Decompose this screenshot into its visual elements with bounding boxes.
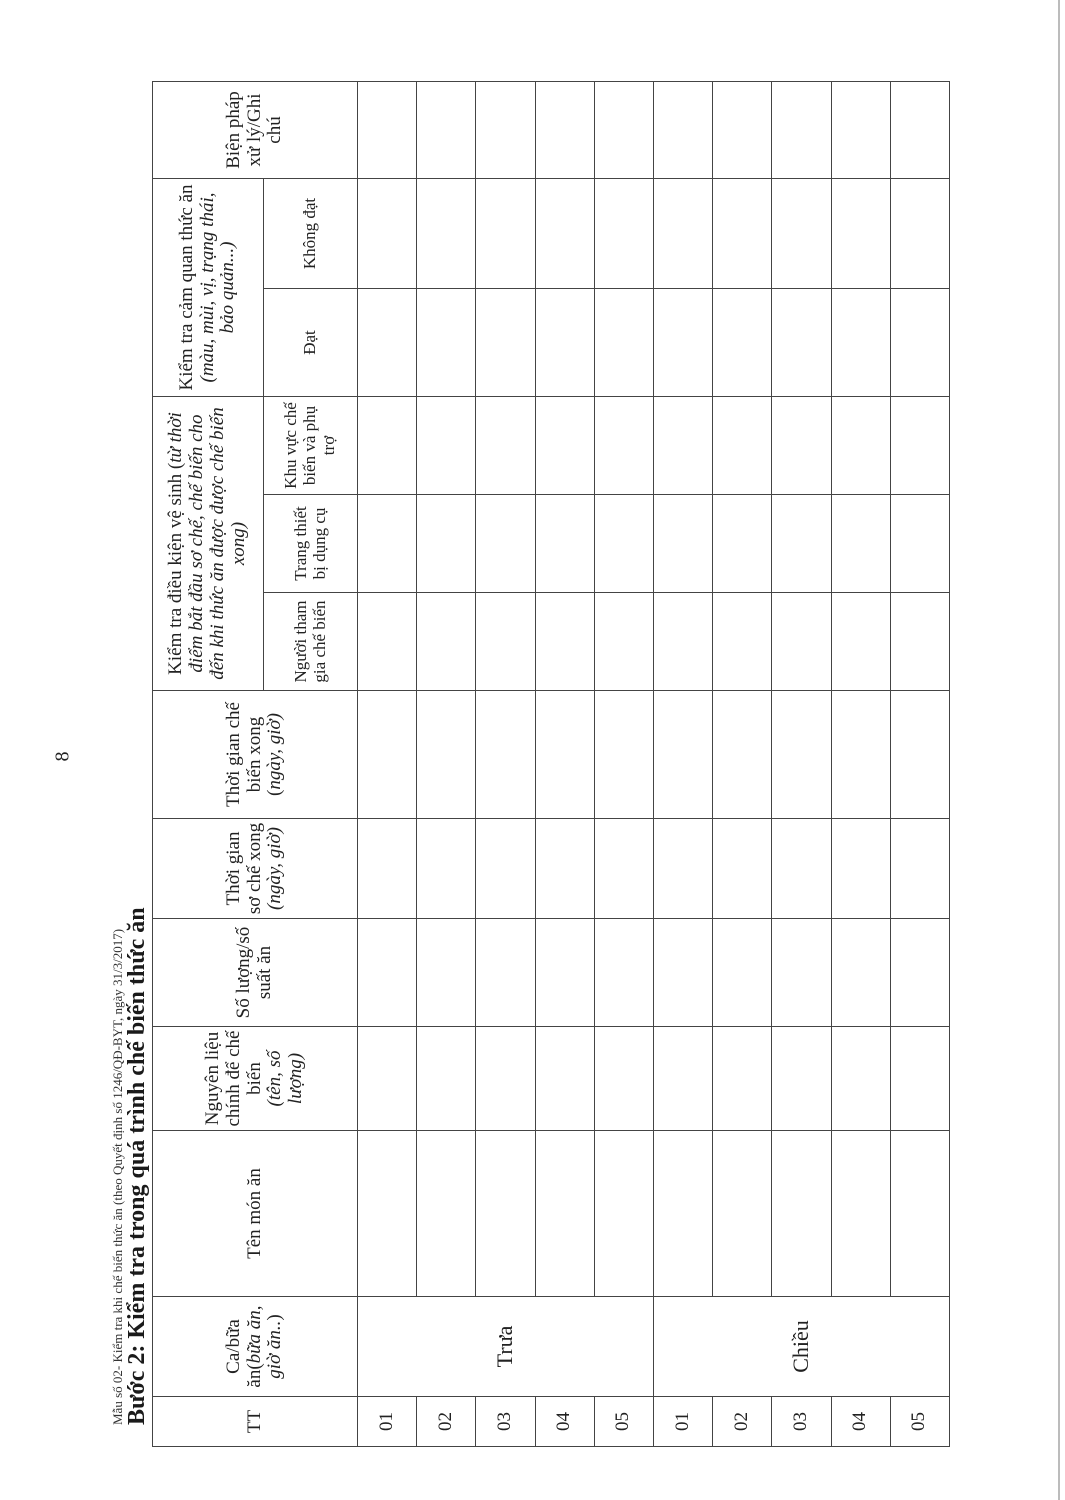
cell[interactable] (890, 289, 949, 397)
cell[interactable] (535, 919, 594, 1027)
cell[interactable] (772, 819, 831, 919)
cell[interactable] (713, 1027, 772, 1131)
header-meal: Ca/bữa ăn(bữa ăn, giờ ăn..) (153, 1297, 358, 1397)
row-tt: 02 (713, 1397, 772, 1447)
cell[interactable] (890, 495, 949, 593)
meal-group-lunch: Trưa (358, 1297, 654, 1397)
cell[interactable] (653, 81, 712, 178)
header-dish: Tên món ăn (153, 1131, 358, 1297)
cell[interactable] (594, 81, 653, 178)
cell[interactable] (772, 919, 831, 1027)
row-tt: 05 (594, 1397, 653, 1447)
cell[interactable] (417, 178, 476, 288)
cell[interactable] (358, 1131, 417, 1297)
row-tt: 03 (476, 1397, 535, 1447)
cell[interactable] (358, 1027, 417, 1131)
header-quantity: Số lượng/số suất ăn (153, 919, 358, 1027)
cell[interactable] (713, 495, 772, 593)
cell[interactable] (594, 178, 653, 288)
cell[interactable] (772, 1131, 831, 1297)
meal-group-afternoon: Chiều (653, 1297, 949, 1397)
cell[interactable] (417, 691, 476, 819)
cell[interactable] (535, 1131, 594, 1297)
cell[interactable] (476, 691, 535, 819)
cell[interactable] (713, 81, 772, 178)
cell[interactable] (476, 919, 535, 1027)
cell[interactable] (358, 81, 417, 178)
cell[interactable] (476, 397, 535, 495)
header-sensory-fail: Không đạt (264, 178, 358, 288)
cell[interactable] (358, 178, 417, 288)
cell[interactable] (653, 919, 712, 1027)
cell[interactable] (831, 1131, 890, 1297)
header-ingredients: Nguyên liệu chính để chế biến (tên, số lượng) (153, 1027, 358, 1131)
cell[interactable] (358, 289, 417, 397)
cell[interactable] (713, 397, 772, 495)
cell[interactable] (831, 495, 890, 593)
cell[interactable] (535, 593, 594, 691)
cell[interactable] (831, 178, 890, 288)
row-tt: 04 (535, 1397, 594, 1447)
header-tt: TT (153, 1397, 358, 1447)
cell[interactable] (358, 691, 417, 819)
cell[interactable] (831, 81, 890, 178)
header-prep-time: Thời gian sơ chế xong (ngày, giờ) (153, 819, 358, 919)
page-title: Bước 2: Kiểm tra trong quá trình chế biến thức ăn (124, 907, 150, 1425)
row-tt: 03 (772, 1397, 831, 1447)
cell[interactable] (417, 1131, 476, 1297)
cell[interactable] (594, 593, 653, 691)
cell[interactable] (772, 495, 831, 593)
cell[interactable] (831, 819, 890, 919)
cell[interactable] (417, 289, 476, 397)
form-caption: Mẫu số 02- Kiểm tra khi chế biến thức ăn (theo Quyết định số 1246/QĐ-BYT, ngày 31/3/2017) (110, 928, 125, 1425)
cell[interactable] (772, 81, 831, 178)
cell[interactable] (594, 397, 653, 495)
cell[interactable] (653, 397, 712, 495)
cell[interactable] (476, 593, 535, 691)
cell[interactable] (594, 289, 653, 397)
cell[interactable] (772, 178, 831, 288)
cell[interactable] (476, 178, 535, 288)
cell[interactable] (417, 1027, 476, 1131)
cell[interactable] (831, 593, 890, 691)
cell[interactable] (653, 819, 712, 919)
cell[interactable] (890, 593, 949, 691)
header-hygiene: Kiểm tra điều kiện vệ sinh (từ thời điểm bắt đầu sơ chế, chế biến cho đến khi thức ăn được được chế biến xong) (153, 397, 264, 691)
cell[interactable] (417, 81, 476, 178)
cell[interactable] (653, 691, 712, 819)
cell[interactable] (890, 178, 949, 288)
header-hygiene-equipment: Trang thiết bị dụng cụ (264, 495, 358, 593)
cell[interactable] (594, 691, 653, 819)
cell[interactable] (772, 289, 831, 397)
header-hygiene-people: Người tham gia chế biến (264, 593, 358, 691)
cell[interactable] (653, 289, 712, 397)
cell[interactable] (653, 593, 712, 691)
cell[interactable] (772, 1027, 831, 1131)
cell[interactable] (358, 495, 417, 593)
cell[interactable] (831, 397, 890, 495)
page-number: 8 (51, 751, 74, 762)
cell[interactable] (831, 289, 890, 397)
cell[interactable] (476, 819, 535, 919)
cell[interactable] (476, 1027, 535, 1131)
cell[interactable] (358, 819, 417, 919)
inspection-table (152, 81, 950, 1447)
cell[interactable] (713, 178, 772, 288)
cell[interactable] (890, 397, 949, 495)
cell[interactable] (713, 289, 772, 397)
header-sensory: Kiểm tra cảm quan thức ăn (màu, mùi, vị, trạng thái, bảo quản...) (153, 178, 264, 396)
cell[interactable] (417, 495, 476, 593)
row-tt: 01 (653, 1397, 712, 1447)
cell[interactable] (890, 691, 949, 819)
cell[interactable] (890, 81, 949, 178)
cell[interactable] (831, 1027, 890, 1131)
cell[interactable] (713, 1131, 772, 1297)
cell[interactable] (417, 593, 476, 691)
cell[interactable] (535, 289, 594, 397)
cell[interactable] (713, 691, 772, 819)
cell[interactable] (772, 397, 831, 495)
row-tt: 04 (831, 1397, 890, 1447)
header-hygiene-area: Khu vực chế biến và phụ trợ (264, 397, 358, 495)
cell[interactable] (476, 81, 535, 178)
page-edge-line (1058, 0, 1060, 1500)
cell[interactable] (417, 397, 476, 495)
cell[interactable] (890, 919, 949, 1027)
cell[interactable] (417, 919, 476, 1027)
cell[interactable] (713, 919, 772, 1027)
cell[interactable] (476, 495, 535, 593)
cell[interactable] (535, 819, 594, 919)
cell[interactable] (358, 919, 417, 1027)
cell[interactable] (713, 819, 772, 919)
cell[interactable] (535, 397, 594, 495)
rotated-page (110, 45, 950, 1455)
cell[interactable] (594, 1131, 653, 1297)
cell[interactable] (358, 593, 417, 691)
cell[interactable] (653, 178, 712, 288)
cell[interactable] (594, 495, 653, 593)
row-tt: 02 (417, 1397, 476, 1447)
cell[interactable] (713, 593, 772, 691)
cell[interactable] (653, 1027, 712, 1131)
cell[interactable] (772, 691, 831, 819)
header-remedy: Biện pháp xử lý/Ghi chú (153, 81, 358, 178)
cell[interactable] (653, 1131, 712, 1297)
cell[interactable] (535, 81, 594, 178)
row-tt: 05 (890, 1397, 949, 1447)
cell[interactable] (476, 1131, 535, 1297)
cell[interactable] (358, 397, 417, 495)
row-tt: 01 (358, 1397, 417, 1447)
cell[interactable] (535, 1027, 594, 1131)
cell[interactable] (417, 819, 476, 919)
cell[interactable] (535, 495, 594, 593)
cell[interactable] (535, 178, 594, 288)
cell[interactable] (476, 289, 535, 397)
header-sensory-pass: Đạt (264, 289, 358, 397)
cell[interactable] (594, 819, 653, 919)
cell[interactable] (772, 593, 831, 691)
cell[interactable] (890, 1027, 949, 1131)
cell[interactable] (594, 919, 653, 1027)
cell[interactable] (890, 819, 949, 919)
cell[interactable] (831, 691, 890, 819)
cell[interactable] (594, 1027, 653, 1131)
cell[interactable] (535, 691, 594, 819)
cell[interactable] (831, 919, 890, 1027)
cell[interactable] (653, 495, 712, 593)
cell[interactable] (890, 1131, 949, 1297)
header-cook-time: Thời gian chế biến xong (ngày, giờ) (153, 691, 358, 819)
